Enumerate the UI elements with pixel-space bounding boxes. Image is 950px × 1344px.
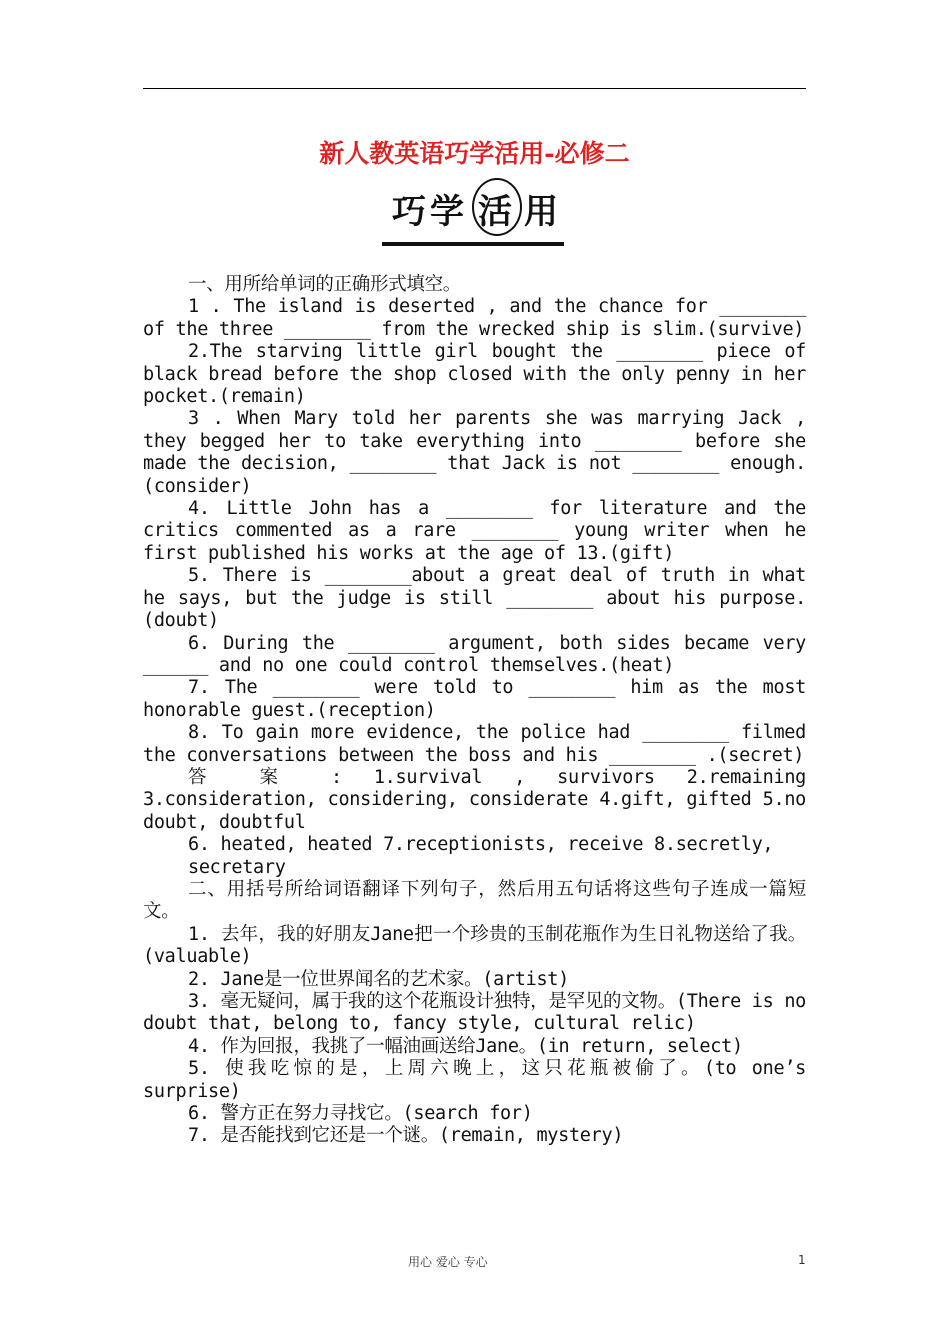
header-rule bbox=[143, 88, 806, 89]
logo-char-3: 活 bbox=[478, 192, 512, 232]
exercise-item: 7. The ________ were told to ________ him as the most honorable guest.(reception) bbox=[143, 677, 806, 721]
translation-item: 3. 毫无疑问，属于我的这个花瓶设计独特，是罕见的文物。(There is no doubt that, belong to, fancy style, cultural relic) bbox=[143, 991, 806, 1035]
translation-item: 6. 警方正在努力寻找它。(search for) bbox=[188, 1103, 533, 1125]
translation-item: 1. 去年，我的好朋友Jane把一个珍贵的玉制花瓶作为生日礼物送给了我。(valuable) bbox=[143, 923, 806, 968]
translation-item: 4. 作为回报，我挑了一幅油画送给Jane。(in return, select) bbox=[188, 1035, 743, 1057]
exercise-item: 6. During the ________ argument, both sides became very ______ and no one could control themselves.(heat) bbox=[143, 632, 806, 676]
exercise-item: 1 . The island is deserted , and the chance for ________ of the three ________ from the wrecked ship is slim.(survive) bbox=[143, 296, 806, 340]
page-number: 1 bbox=[798, 1253, 806, 1267]
logo-underline bbox=[382, 242, 564, 246]
answer-key-continued: 6. heated, heated 7.receptionists, receive 8.secretly, secretary bbox=[188, 834, 774, 878]
exercise-item: 3 . When Mary told her parents she was marrying Jack , they begged her to take everything into ________ before she made the decision, ________ that Jack is not ________ enough.(consider) bbox=[143, 408, 806, 497]
logo-char-2: 学 bbox=[430, 192, 464, 232]
section2-heading: 二、用括号所给词语翻译下列句子，然后用五句话将这些句子连成一篇短文。 bbox=[143, 878, 806, 923]
document-body bbox=[143, 274, 806, 1148]
logo-char-1: 巧 bbox=[392, 192, 426, 232]
footer-slogan: 用心 爱心 专心 bbox=[408, 1255, 488, 1269]
translation-item: 2. Jane是一位世界闻名的艺术家。(artist) bbox=[188, 968, 569, 990]
logo-emblem bbox=[378, 178, 568, 250]
exercise-item: 2.The starving little girl bought the ________ piece of black bread before the shop closed with the only penny in her pocket.(remain) bbox=[143, 341, 806, 408]
translation-item: 7. 是否能找到它还是一个谜。(remain, mystery) bbox=[188, 1125, 624, 1147]
exercise-item: 5. There is ________about a great deal of truth in what he says, but the judge is still ________ about his purpose.(doubt) bbox=[143, 565, 806, 632]
exercise-item: 4. Little John has a ________ for literature and the critics commented as a rare ________ young writer when he first published his works at the age of 13.(gift) bbox=[143, 498, 806, 564]
translation-item: 5. 使我吃惊的是，上周六晚上，这只花瓶被偷了。(to one’s surprise) bbox=[143, 1058, 806, 1102]
section1-heading: 一、用所给单词的正确形式填空。 bbox=[188, 274, 462, 295]
answer-key: 答 案 : 1.survival , survivors 2.remaining 3.consideration, considering, considerate 4.gift, gifted 5.no doubt, doubtful bbox=[143, 766, 806, 833]
exercise-item: 8. To gain more evidence, the police had ________ filmed the conversations between the boss and his ________ .(secret) bbox=[143, 722, 806, 766]
page-title: 新人教英语巧学活用-必修二 bbox=[319, 139, 630, 168]
logo-char-4: 用 bbox=[524, 192, 558, 232]
